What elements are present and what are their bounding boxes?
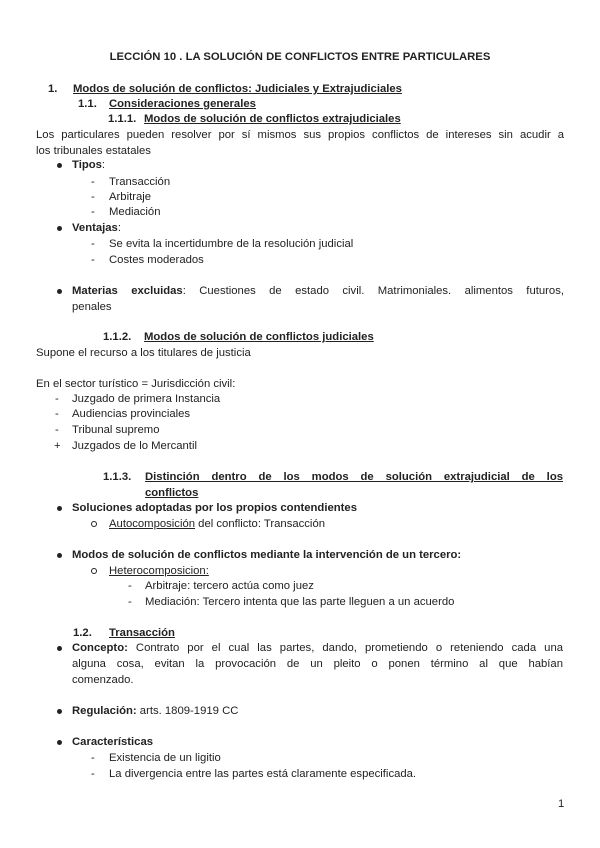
materias-line2: penales xyxy=(72,301,112,313)
document-title: LECCIÓN 10 . LA SOLUCIÓN DE CONFLICTOS ENTRE PARTICULARES xyxy=(109,51,491,63)
regulacion-text: arts. 1809-1919 CC xyxy=(136,705,239,717)
autocomposicion-rest: del conflicto: Transacción xyxy=(195,518,326,530)
ventajas-heading xyxy=(72,221,121,236)
list-mark: - xyxy=(55,408,59,420)
concepto-line1 xyxy=(72,641,563,657)
court-item: Juzgados de lo Mercantil xyxy=(72,440,197,452)
ventajas-label: Ventajas xyxy=(72,222,118,234)
bullet-dot xyxy=(57,226,62,231)
caracteristicas-label: Características xyxy=(72,736,154,748)
section-1-2-title: Transacción xyxy=(109,627,175,639)
tipos-colon: : xyxy=(101,159,106,171)
materias-label: Materias excluidas xyxy=(72,285,183,297)
heterocomposicion-term: Heterocomposicion: xyxy=(109,565,209,577)
tipos-heading xyxy=(72,158,105,173)
section-1-1-3-number: 1.1.3. xyxy=(103,471,132,483)
court-item: Juzgado de primera Instancia xyxy=(72,393,221,405)
court-item: Audiencias provinciales xyxy=(72,408,191,420)
section-1-1-number: 1.1. xyxy=(78,98,97,110)
list-mark: - xyxy=(55,424,59,436)
section-1-1-2-title: Modos de solución de conflictos judiciales xyxy=(144,331,374,343)
court-item: Tribunal supremo xyxy=(72,424,160,436)
bullet-circle xyxy=(91,568,97,574)
concepto-text: Contrato por el cual las partes, dando, prometiendo o reteniendo cada una xyxy=(135,642,564,654)
tipos-item: Mediación xyxy=(109,206,161,218)
dash-mark: - xyxy=(128,596,132,608)
section-1-title: Modos de solución de conflictos: Judiciales y Extrajudiciales xyxy=(73,83,402,95)
bullet-dot xyxy=(57,506,62,511)
page-number: 1 xyxy=(558,798,565,810)
bullet-dot xyxy=(57,740,62,745)
section-1-number: 1. xyxy=(48,83,58,95)
tercero-item: Arbitraje: tercero actúa como juez xyxy=(145,580,314,592)
caracteristica-item: Existencia de un ligitio xyxy=(109,752,221,764)
modos-tercero: Modos de solución de conflictos mediante la intervención de un tercero: xyxy=(72,549,462,561)
paragraph-judicial: Supone el recurso a los titulares de justicia xyxy=(36,347,251,359)
caracteristica-item: La divergencia entre las partes está claramente especificada. xyxy=(109,768,417,780)
tipos-item: Transacción xyxy=(109,176,171,188)
soluciones-propias: Soluciones adoptadas por los propios contendientes xyxy=(72,502,357,514)
dash-mark: - xyxy=(91,176,95,188)
bullet-dot xyxy=(57,709,62,714)
sector-turistico-line: En el sector turístico = Jurisdicción civil: xyxy=(36,378,236,390)
tipos-label: Tipos xyxy=(72,159,102,171)
dash-mark: - xyxy=(91,752,95,764)
autocomposicion-line xyxy=(109,517,325,532)
list-mark: + xyxy=(54,440,61,452)
dash-mark: - xyxy=(91,254,95,266)
paragraph-extrajudicial-line2: los tribunales estatales xyxy=(36,145,151,157)
concepto-label: Concepto: xyxy=(72,642,128,654)
paragraph-extrajudicial-line1: Los particulares pueden resolver por sí mismos sus propios conflictos de intereses sin acudir a xyxy=(36,129,564,141)
regulacion-line xyxy=(72,704,238,719)
tercero-item: Mediación: Tercero intenta que las parte lleguen a un acuerdo xyxy=(145,596,455,608)
bullet-dot xyxy=(57,289,62,294)
dash-mark: - xyxy=(91,191,95,203)
section-1-1-title: Consideraciones generales xyxy=(109,98,256,110)
section-1-1-1-title: Modos de solución de conflictos extrajudiciales xyxy=(144,113,401,125)
dash-mark: - xyxy=(91,206,95,218)
section-1-1-1-number: 1.1.1. xyxy=(108,113,137,125)
section-1-1-3-title-line1: Distinción dentro de los modos de solución extrajudicial de los xyxy=(145,471,563,483)
ventajas-colon: : xyxy=(117,222,121,234)
ventajas-item: Costes moderados xyxy=(109,254,204,266)
concepto-line3: comenzado. xyxy=(72,674,134,686)
section-1-2-number: 1.2. xyxy=(73,627,92,639)
dash-mark: - xyxy=(91,238,95,250)
materias-line1 xyxy=(72,284,564,300)
bullet-dot xyxy=(57,163,62,168)
bullet-circle xyxy=(91,521,97,527)
bullet-dot xyxy=(57,646,62,651)
autocomposicion-term: Autocomposición xyxy=(109,518,196,530)
bullet-dot xyxy=(57,553,62,558)
section-1-1-3-title-line2: conflictos xyxy=(145,487,199,499)
list-mark: - xyxy=(55,393,59,405)
ventajas-item: Se evita la incertidumbre de la resolución judicial xyxy=(109,238,354,250)
dash-mark: - xyxy=(128,580,132,592)
dash-mark: - xyxy=(91,768,95,780)
concepto-line2: alguna cosa, evitan la provocación de un pleito o ponen término al que habían xyxy=(72,658,563,670)
regulacion-label: Regulación: xyxy=(72,705,137,717)
section-1-1-2-number: 1.1.2. xyxy=(103,331,132,343)
materias-text: : Cuestiones de estado civil. Matrimoniales. alimentos futuros, xyxy=(182,285,564,297)
tipos-item: Arbitraje xyxy=(109,191,152,203)
